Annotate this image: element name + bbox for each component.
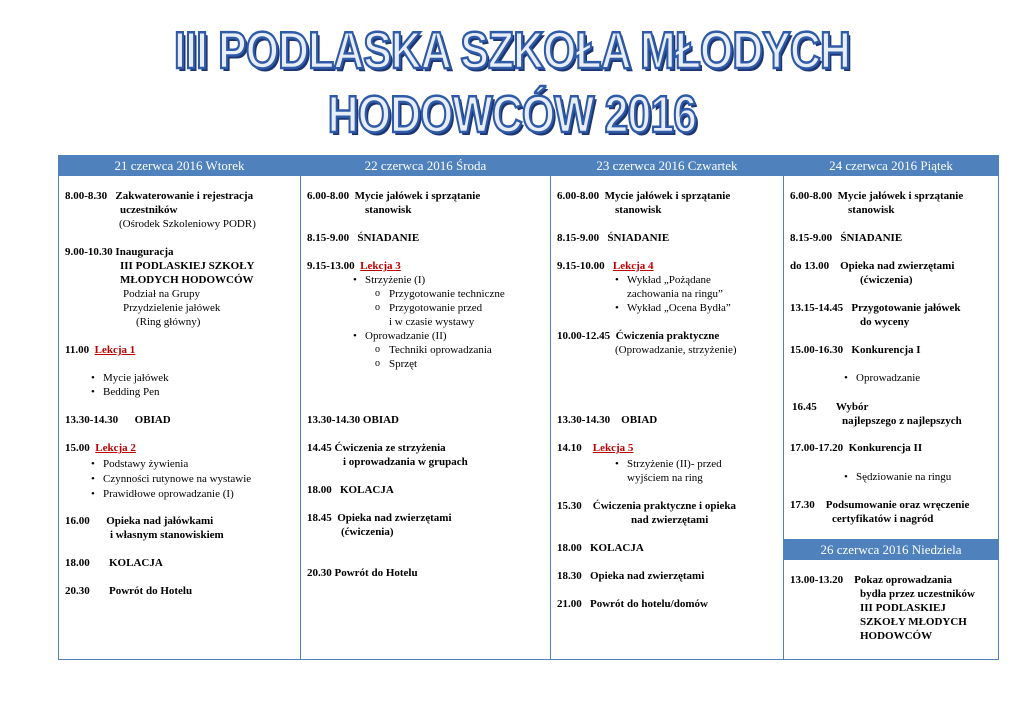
schedule-entry: 18.45 Opieka nad zwierzętami xyxy=(307,512,452,524)
bullet-item: • Strzyżenie (I) xyxy=(365,273,548,287)
day-column-wednesday xyxy=(301,156,551,659)
schedule-entry: 18.00 KOLACJA xyxy=(65,557,163,569)
schedule-entry: 14.45 Ćwiczenia ze strzyżenia xyxy=(307,442,446,454)
bullet-item: • Strzyżenie (II)- przed xyxy=(627,457,781,471)
bullet-item: • Czynności rutynowe na wystawie xyxy=(103,472,298,486)
sub-bullet-item: o Sprzęt xyxy=(389,357,548,371)
schedule-entry: 17.30 Podsumowanie oraz wręczenie xyxy=(790,499,970,511)
day-header: 21 czerwca 2016 Wtorek xyxy=(59,156,300,176)
bullet-item: • Oprowadzanie (II) xyxy=(365,329,548,343)
day-header-sunday: 26 czerwca 2016 Niedziela xyxy=(784,540,998,559)
bullet-item: • Wykład „Pożądane xyxy=(627,273,781,287)
schedule-entry: (Ośrodek Szkoleniowy PODR) xyxy=(119,218,256,230)
lesson-link[interactable]: Lekcja 4 xyxy=(612,260,654,272)
lesson-link[interactable]: Lekcja 2 xyxy=(95,442,136,454)
schedule-entry: (Oprowadzanie, strzyżenie) xyxy=(615,344,737,356)
bullet-item: • Oprowadzanie xyxy=(856,371,996,385)
schedule-entry: 15.30 Ćwiczenia praktyczne i opieka xyxy=(557,500,737,512)
day-column-thursday xyxy=(551,156,784,659)
sub-bullet-item: o Techniki oprowadzania xyxy=(389,343,548,357)
schedule-entry: do 13.00 Opieka nad zwierzętami xyxy=(790,260,955,272)
schedule-entry: stanowisk xyxy=(848,204,895,216)
schedule-entry: 13.30-14.30 OBIAD xyxy=(557,414,658,426)
schedule-entry: 15.00-16.30 Konkurencja I xyxy=(790,344,921,356)
schedule-entry: certyfikatów i nagród xyxy=(832,513,934,525)
schedule-entry: stanowisk xyxy=(615,204,662,216)
sub-bullet-item: o Przygotowanie przed xyxy=(389,301,548,315)
day-column-tuesday xyxy=(59,156,301,659)
schedule-entry: Podział na Grupy xyxy=(123,288,200,300)
schedule-entry: 18.30 Opieka nad zwierzętami xyxy=(557,570,705,582)
schedule-entry: 14.10 Lekcja 5 xyxy=(557,442,634,454)
schedule-entry: 9.15-10.00 Lekcja 4 xyxy=(557,260,654,272)
schedule-entry: 18.00 KOLACJA xyxy=(557,542,644,554)
schedule-entry: 11.00 Lekcja 1 xyxy=(65,344,136,356)
schedule-entry: uczestników xyxy=(120,204,178,216)
divider xyxy=(784,559,998,560)
schedule-entry: 16.00 Opieka nad jałówkami xyxy=(65,515,214,527)
day-column-friday xyxy=(784,156,998,659)
schedule-entry: 8.15-9.00 ŚNIADANIE xyxy=(790,232,903,244)
schedule-entry: (Ring główny) xyxy=(136,316,201,328)
day-header: 23 czerwca 2016 Czwartek xyxy=(551,156,783,176)
lesson-link[interactable]: Lekcja 5 xyxy=(592,442,634,454)
schedule-entry: III PODLASKIEJ xyxy=(860,602,946,614)
sub-bullet-item: i w czasie wystawy xyxy=(389,316,475,328)
schedule-entry: bydła przez uczestników xyxy=(860,588,975,600)
schedule-entry: 13.15-14.45 Przygotowanie jałówek xyxy=(790,302,961,314)
schedule-entry: stanowisk xyxy=(365,204,412,216)
bullet-item: wyjściem na ring xyxy=(627,472,703,484)
schedule-entry: 9.15-13.00 Lekcja 3 xyxy=(307,260,401,272)
schedule-entry: 21.00 Powrót do hotelu/domów xyxy=(557,598,708,610)
bullet-item: zachowania na ringu” xyxy=(627,288,723,300)
schedule-entry: MŁODYCH HODOWCÓW xyxy=(120,274,254,286)
bullet-item: • Wykład „Ocena Bydła” xyxy=(627,301,781,315)
poster-title-line-2: HODOWCÓW 2016 xyxy=(327,86,697,144)
lesson-link[interactable]: Lekcja 1 xyxy=(94,344,136,356)
schedule-entry: 13.00-13.20 Pokaz oprowadzania xyxy=(790,574,953,586)
poster-title-line-1: III PODLASKA SZKOŁA MŁODYCH xyxy=(174,22,850,80)
schedule-entry: 6.00-8.00 Mycie jałówek i sprzątanie xyxy=(557,190,731,202)
schedule-entry: 9.00-10.30 Inauguracja xyxy=(65,246,174,258)
schedule-entry: Przydzielenie jałówek xyxy=(123,302,221,314)
schedule-entry: 8.15-9.00 ŚNIADANIE xyxy=(557,232,670,244)
bullet-item: • Mycie jałówek xyxy=(103,371,298,385)
schedule-entry: SZKOŁY MŁODYCH xyxy=(860,616,967,628)
bullet-item: • Bedding Pen xyxy=(103,385,298,399)
schedule-entry: i oprowadzania w grupach xyxy=(343,456,468,468)
schedule-entry: najlepszego z najlepszych xyxy=(842,415,962,427)
schedule-entry: 6.00-8.00 Mycie jałówek i sprzątanie xyxy=(307,190,481,202)
schedule-entry: 16.45 Wybór xyxy=(792,401,869,413)
schedule-entry: III PODLASKIEJ SZKOŁY xyxy=(120,260,255,272)
schedule-entry: 10.00-12.45 Ćwiczenia praktyczne xyxy=(557,330,720,342)
schedule-entry: 13.30-14.30 OBIAD xyxy=(65,414,171,426)
schedule-entry: (ćwiczenia) xyxy=(860,274,913,286)
schedule-entry: 8.15-9.00 ŚNIADANIE xyxy=(307,232,420,244)
schedule-entry: i własnym stanowiskiem xyxy=(110,529,224,541)
bullet-item: • Prawidłowe oprowadzanie (I) xyxy=(103,487,298,501)
schedule-entry: 6.00-8.00 Mycie jałówek i sprzątanie xyxy=(790,190,964,202)
schedule-entry: nad zwierzętami xyxy=(631,514,709,526)
schedule-entry: 15.00 Lekcja 2 xyxy=(65,442,136,454)
schedule-table xyxy=(58,155,999,660)
bullet-item: • Podstawy żywienia xyxy=(103,457,298,471)
schedule-entry: 17.00-17.20 Konkurencja II xyxy=(790,442,923,454)
lesson-link[interactable]: Lekcja 3 xyxy=(360,260,401,272)
schedule-entry: do wyceny xyxy=(860,316,910,328)
bullet-item: • Sędziowanie na ringu xyxy=(856,470,996,484)
schedule-entry: 13.30-14.30 OBIAD xyxy=(307,414,399,426)
day-header: 24 czerwca 2016 Piątek xyxy=(784,156,998,176)
day-header: 22 czerwca 2016 Środa xyxy=(301,156,550,176)
schedule-entry: 18.00 KOLACJA xyxy=(307,484,394,496)
schedule-entry: 8.00-8.30 Zakwaterowanie i rejestracja xyxy=(65,190,254,202)
sub-bullet-item: o Przygotowanie techniczne xyxy=(389,287,548,301)
schedule-entry: 20.30 Powrót do Hotelu xyxy=(65,585,193,597)
schedule-entry: 20.30 Powrót do Hotelu xyxy=(307,567,418,579)
schedule-entry: (ćwiczenia) xyxy=(341,526,394,538)
schedule-entry: HODOWCÓW xyxy=(860,630,933,642)
